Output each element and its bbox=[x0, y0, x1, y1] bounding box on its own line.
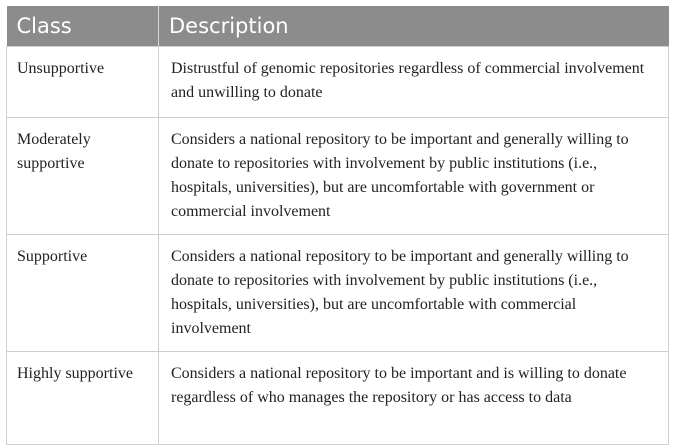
table-row bbox=[7, 118, 669, 235]
class-cell: Moderately supportive bbox=[7, 118, 159, 235]
class-description-table bbox=[6, 6, 669, 445]
description-cell: Considers a national repository to be important and generally willing to donate to repositories with involvement by public institutions (i.e., hospitals, universities), but are uncomfortable with government or commercial involvement bbox=[159, 118, 669, 235]
class-cell: Supportive bbox=[7, 235, 159, 352]
table-row bbox=[7, 47, 669, 118]
header-class: Class bbox=[7, 6, 159, 47]
table-row bbox=[7, 235, 669, 352]
description-cell: Considers a national repository to be important and is willing to donate regardless of who manages the repository or has access to data bbox=[159, 352, 669, 445]
class-cell: Highly supportive bbox=[7, 352, 159, 445]
header-description: Description bbox=[159, 6, 669, 47]
table-header-row bbox=[7, 6, 669, 47]
class-cell: Unsupportive bbox=[7, 47, 159, 118]
table-row bbox=[7, 352, 669, 445]
description-cell: Distrustful of genomic repositories regardless of commercial involvement and unwilling to donate bbox=[159, 47, 669, 118]
description-cell: Considers a national repository to be important and generally willing to donate to repositories with involvement by public institutions (i.e., hospitals, universities), but are uncomfortable with commercial involvement bbox=[159, 235, 669, 352]
